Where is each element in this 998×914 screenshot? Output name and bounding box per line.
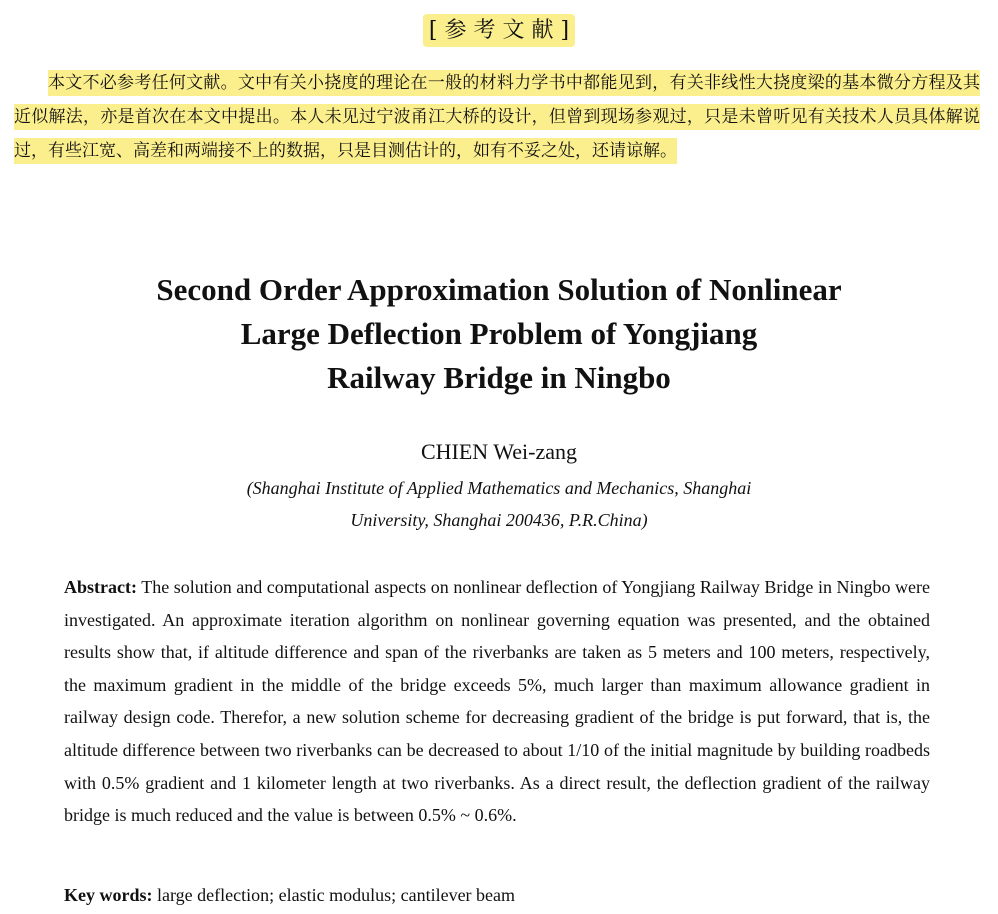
title-line: Large Deflection Problem of Yongjiang (240, 316, 758, 351)
title-line: Second Order Approximation Solution of Nonlinear (156, 272, 842, 307)
keywords (64, 880, 930, 910)
paper-title (0, 268, 998, 400)
keywords-text: large deflection; elastic modulus; cantilever beam (157, 885, 516, 905)
abstract-label: Abstract: (64, 577, 137, 597)
title-line: Railway Bridge in Ningbo (327, 360, 671, 395)
affiliation-line: University, Shanghai 200436, P.R.China) (350, 510, 648, 530)
references-note (14, 66, 980, 168)
abstract-text: The solution and computational aspects on nonlinear deflection of Yongjiang Railway Bridge in Ningbo were investigated. An approximate iteration algorithm on nonlinear governing equation was presented, and the obtained results show that, if altitude difference and span of the riverbanks are taken as 5 meters and 100 meters, respectively, the maximum gradient in the middle of the bridge exceeds 5%, much larger than maximum allowance gradient in railway design code. Therefor, a new solution scheme for decreasing gradient of the bridge is put forward, that is, the altitude difference between two riverbanks can be decreased to about 1/10 of the initial magnitude by building roadbeds with 0.5% gradient and 1 kilometer length at two riverbanks. As a direct result, the deflection gradient of the railway bridge is much reduced and the value is between 0.5% ~ 0.6%. (64, 577, 930, 826)
references-heading-text: [ 参 考 文 献 ] (423, 14, 575, 47)
affiliation (0, 472, 998, 536)
author-name: CHIEN Wei-zang (420, 439, 578, 464)
affiliation-line: (Shanghai Institute of Applied Mathematics and Mechanics, Shanghai (246, 478, 752, 498)
keywords-label: Key words: (64, 885, 153, 905)
abstract (64, 571, 930, 832)
references-heading (0, 12, 998, 50)
references-note-text: 本文不必参考任何文献。文中有关小挠度的理论在一般的材料力学书中都能见到，有关非线性大挠度梁的基本微分方程及其近似解法，亦是首次在本文中提出。本人未见过宁波甬江大桥的设计，但曾到现场参观过，只是未曾听见有关技术人员具体解说过，有些江宽、高差和两端接不上的数据，只是目测估计的，如有不妥之处，还请谅解。 (14, 70, 980, 164)
